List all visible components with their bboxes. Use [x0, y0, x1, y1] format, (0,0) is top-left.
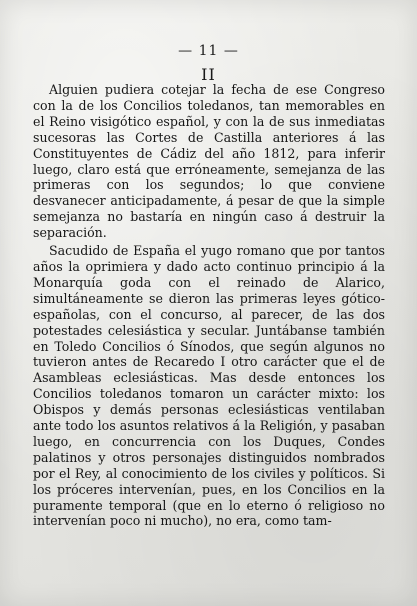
paragraph-1: Alguien pudiera cotejar la fecha de ese Congreso con la de los Concilios toledanos, tan memorables en el Reino visigótico español, y con la de sus inmediatas sucesoras las Cortes de Castilla anteriores á las Constituyentes de Cádiz del año 1812, para inferir luego, claro está que erróneamente, semejanza de las primeras con los segundos; lo que conviene desvanecer anticipadamente, á pesar de que la simple semejanza no bastaría en ningún caso á destruir la separación. — [33, 82, 385, 241]
paragraph-2: Sacudido de España el yugo romano que por tantos años la oprimiera y dado acto continuo principio á la Monarquía goda con el reinado de Alarico, simultáneamente se dieron las primeras leyes gótico-españolas, con el concurso, al parecer, de las dos potestades celesiástica y secular. Juntábanse también en Toledo Concilios ó Sínodos, que según algunos no tuvieron antes de Recaredo I otro carácter que el de Asambleas eclesiásticas. Mas desde entonces los Concilios toledanos tomaron un carácter mixto: los Obispos y demás personas eclesiásticas ventilaban ante todo los asuntos relativos á la Religión, y pasaban luego, en concurrencia con los Duques, Condes palatinos y otros personajes distinguidos nombrados por el Rey, al conocimiento de los civiles y políticos. Si los próceres intervenían, pues, en los Concilios en la puramente temporal (que en lo eterno ó religioso no intervenían poco ni mucho), no era, como tam- — [33, 243, 385, 529]
chapter-heading: II — [201, 65, 216, 84]
page-number: — 11 — — [178, 43, 239, 59]
body-text — [33, 82, 385, 529]
